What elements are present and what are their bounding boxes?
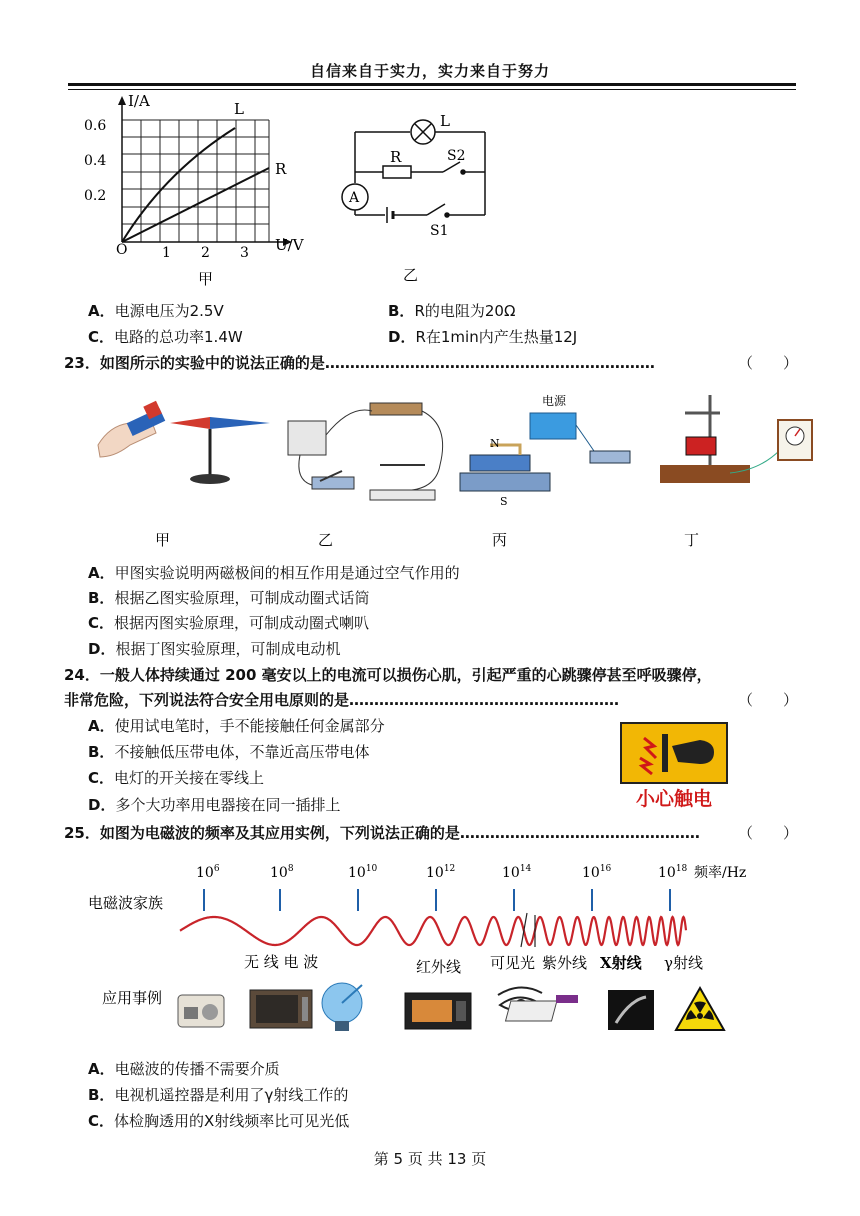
freq-tick-12: $10^{12}$ xyxy=(426,864,456,881)
q23-figures xyxy=(90,385,780,555)
em-wave xyxy=(180,917,686,945)
q22-option-c: C．电路的总功率1.4W xyxy=(88,328,243,346)
page-number-footer: 第 5 页 共 13 页 xyxy=(373,1150,487,1168)
x-axis-label: U/V xyxy=(275,236,304,254)
iu-graph xyxy=(70,92,320,292)
q23-caption-yi: 乙 xyxy=(318,531,334,549)
q24-option-d: D．多个大功率用电器接在同一插排上 xyxy=(88,796,341,814)
microwave-oven-icon xyxy=(250,990,312,1028)
circuit-caption: 乙 xyxy=(403,266,419,284)
curve-r xyxy=(122,168,269,242)
circuit-diagram xyxy=(335,100,505,290)
q24-answer-paren: （ ） xyxy=(738,691,799,709)
q24-option-a: A．使用试电笔时，手不能接触任何金属部分 xyxy=(88,717,385,735)
y-tick-0: 0.6 xyxy=(84,118,107,134)
q24-stem-line1: 24．一般人体持续通过 200 毫安以上的电流可以损伤心肌，引起严重的心跳骤停甚至呼吸骤停， xyxy=(64,666,712,684)
electric-shock-warning-sign xyxy=(620,722,728,810)
circuit-label-s1: S1 xyxy=(430,223,449,239)
radio-icon xyxy=(178,995,224,1027)
freq-tick-18: $10^{18}$ xyxy=(658,864,688,881)
em-spectrum-figure xyxy=(80,855,780,1045)
freq-tick-14: $10^{14}$ xyxy=(502,864,532,881)
q23-caption-jia: 甲 xyxy=(155,531,171,549)
band-xray: X射线 xyxy=(600,954,642,972)
header-rule-thin xyxy=(68,89,796,90)
q24-option-c: C．电灯的开关接在零线上 xyxy=(88,769,265,787)
curve-r-label: R xyxy=(275,160,287,178)
radiation-hazard-icon xyxy=(676,988,724,1030)
q25-stem: 25．如图为电磁波的频率及其应用实例，下列说法正确的是………………………………………… xyxy=(64,824,700,842)
graph-caption: 甲 xyxy=(198,270,214,288)
freq-tick-10: $10^{10}$ xyxy=(348,864,378,881)
y-tick-2: 0.2 xyxy=(84,188,107,204)
q22-option-d: D．R在1min内产生热量12J xyxy=(388,328,578,346)
warning-sign-text: 小心触电 xyxy=(635,788,712,810)
circuit-label-lamp: L xyxy=(440,112,450,130)
shock-hazard-icon xyxy=(620,722,728,784)
circuit-label-ammeter: A xyxy=(349,190,360,206)
y-tick-1: 0.4 xyxy=(84,153,107,169)
q25-answer-paren: （ ） xyxy=(738,824,799,842)
figure-yi-circuit xyxy=(288,403,443,500)
header-rule-thick xyxy=(68,83,796,86)
origin-label: O xyxy=(116,242,128,258)
x-tick-0: 1 xyxy=(162,245,171,261)
power-label: 电源 xyxy=(542,394,567,408)
freq-unit-label: 频率/Hz xyxy=(694,865,747,881)
band-infrared: 红外线 xyxy=(416,958,462,976)
freq-tick-6: $10^6$ xyxy=(196,864,220,881)
figure-jia-magnet xyxy=(98,401,270,484)
q23-option-a: A．甲图实验说明两磁极间的相互作用是通过空气作用的 xyxy=(88,564,460,582)
q23-caption-ding: 丁 xyxy=(684,531,700,549)
curve-l-label: L xyxy=(234,100,244,118)
toaster-oven-icon xyxy=(405,993,471,1029)
x-tick-2: 3 xyxy=(240,245,249,261)
q25-option-a: A．电磁波的传播不需要介质 xyxy=(88,1060,280,1078)
q25-option-c: C．体检胸透用的X射线频率比可见光低 xyxy=(88,1112,350,1130)
y-axis-label: I/A xyxy=(128,92,150,110)
q23-answer-paren: （ ） xyxy=(738,354,799,372)
band-visible: 可见光 xyxy=(490,954,536,972)
magnet-s-label: S xyxy=(500,495,508,508)
q24-option-b: B．不接触低压带电体，不靠近高压带电体 xyxy=(88,743,370,761)
figure-bing-motor xyxy=(460,393,630,508)
q23-stem: 23．如图所示的实验中的说法正确的是………………………………………………………… xyxy=(64,354,655,372)
band-gamma: γ射线 xyxy=(664,954,703,972)
x-tick-1: 2 xyxy=(201,245,210,261)
q22-option-b: B．R的电阻为20Ω xyxy=(388,302,516,320)
magnet-n-label: N xyxy=(490,437,500,450)
band-radio: 无 线 电 波 xyxy=(244,953,319,971)
band-ultraviolet: 紫外线 xyxy=(542,954,588,972)
satellite-dish-icon xyxy=(322,983,362,1031)
q25-option-b: B．电视机遥控器是利用了γ射线工作的 xyxy=(88,1086,349,1104)
figure-ding-generator xyxy=(660,395,780,483)
q23-option-b: B．根据乙图实验原理，可制成动圈式话筒 xyxy=(88,589,370,607)
q23-option-c: C．根据丙图实验原理，可制成动圈式喇叭 xyxy=(88,614,370,632)
em-family-label: 电磁波家族 xyxy=(88,894,164,912)
q24-stem-line2: 非常危险，下列说法符合安全用电原则的是……………………………………………… xyxy=(64,691,620,709)
circuit-label-s2: S2 xyxy=(447,148,466,164)
page-header-motto: 自信来自于实力，实力来自于努力 xyxy=(309,62,550,80)
q23-caption-bing: 丙 xyxy=(492,531,508,549)
galvanometer-icon xyxy=(776,418,816,462)
application-label: 应用事例 xyxy=(102,989,163,1007)
circuit-label-resistor: R xyxy=(390,148,402,166)
freq-tick-8: $10^8$ xyxy=(270,864,294,881)
freq-tick-16: $10^{16}$ xyxy=(582,864,612,881)
q22-option-a: A．电源电压为2.5V xyxy=(88,302,224,320)
q23-option-d: D．根据丁图实验原理，可制成电动机 xyxy=(88,640,341,658)
xray-image-icon xyxy=(608,990,654,1030)
